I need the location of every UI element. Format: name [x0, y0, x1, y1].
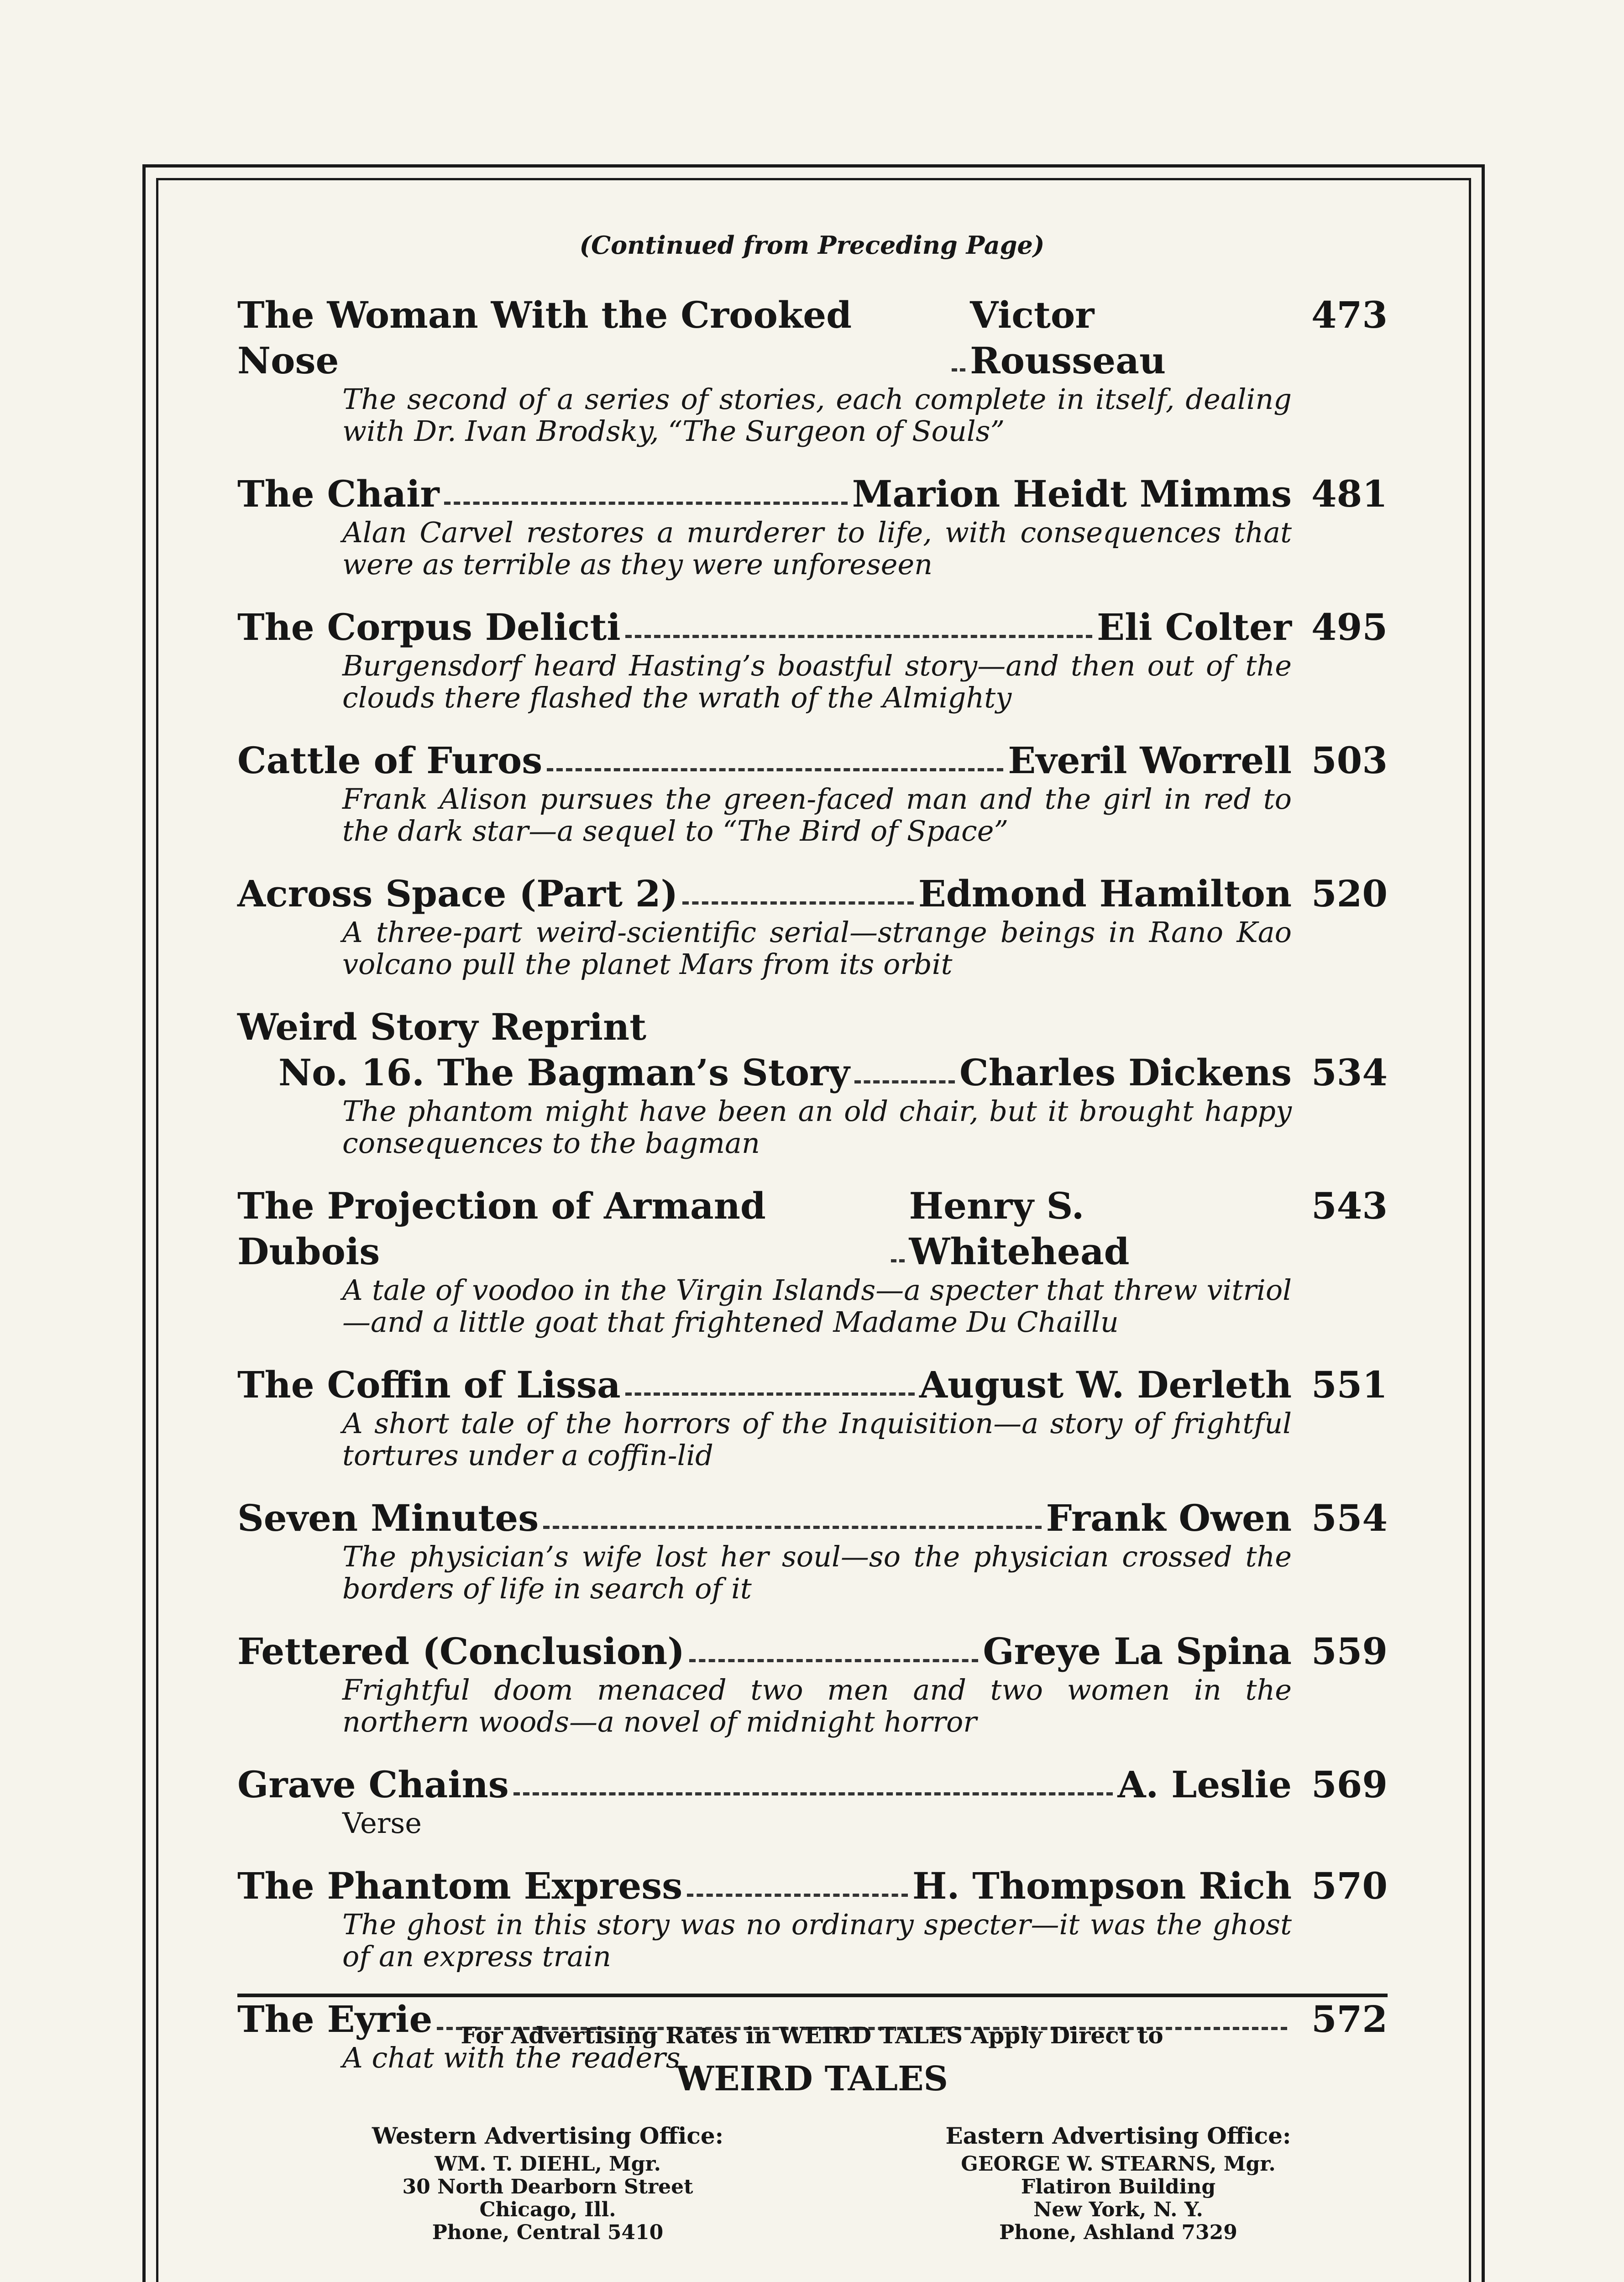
- toc-entry: [237, 1004, 1388, 1159]
- office-heading: Eastern Advertising Office:: [945, 2122, 1291, 2149]
- entry-title: No. 16. The Bagman’s Story: [278, 1051, 850, 1094]
- leader-dots: [682, 901, 913, 905]
- entry-page: 495: [1311, 606, 1388, 649]
- entry-page: 473: [1311, 293, 1388, 336]
- entry-title: The Coffin of Lissa: [237, 1363, 621, 1406]
- entry-author: Edmond Hamilton: [918, 872, 1292, 915]
- entry-title: Across Space (Part 2): [237, 872, 678, 915]
- eastern-office: [867, 2122, 1369, 2244]
- entry-page: 572: [1311, 1998, 1388, 2041]
- leader-dots: [854, 1080, 955, 1083]
- entry-author: Henry S. Whitehead: [909, 1184, 1130, 1273]
- western-office: [297, 2122, 799, 2244]
- entry-page: 559: [1311, 1630, 1388, 1673]
- toc-entry: [237, 471, 1388, 581]
- entry-author: Greye La Spina: [983, 1630, 1292, 1673]
- entry-author: Everil Worrell: [1008, 739, 1292, 782]
- leader-dots: [625, 1392, 915, 1396]
- table-of-contents: [237, 292, 1388, 2098]
- toc-entry: [237, 1183, 1388, 1338]
- leader-dots: [547, 768, 1003, 771]
- office-line: WM. T. DIEHL, Mgr.: [435, 2152, 661, 2176]
- entry-title: Cattle of Furos: [237, 739, 543, 782]
- leader-dots: [891, 1259, 905, 1262]
- entry-author: Frank Owen: [1046, 1497, 1292, 1539]
- advertising-note: For Advertising Rates in WEIRD TALES Apply Direct to: [461, 2022, 1163, 2049]
- divider-rule: [237, 1994, 1388, 1997]
- magazine-name: WEIRD TALES: [676, 2059, 948, 2099]
- entry-description: A short tale of the horrors of the Inquisition—a story of frightful tortures under a coffin-lid: [342, 1407, 1292, 1472]
- entry-author: A. Leslie: [1117, 1763, 1292, 1806]
- entry-title: The Projection of Armand Dubois: [237, 1184, 766, 1273]
- office-line: Chicago, Ill.: [479, 2198, 616, 2221]
- entry-description: A three-part weird-scientific serial—strange beings in Rano Kao volcano pull the planet Mars from its orbit: [342, 916, 1292, 981]
- toc-entry: [237, 1762, 1388, 1839]
- office-line: Phone, Ashland 7329: [999, 2221, 1237, 2244]
- entry-description: Frightful doom menaced two men and two women in the northern woods—a novel of midnight horror: [342, 1673, 1292, 1738]
- office-line: New York, N. Y.: [1033, 2198, 1203, 2221]
- entry-author: August W. Derleth: [919, 1363, 1292, 1406]
- toc-entry: [237, 1863, 1388, 1973]
- entry-page: 551: [1311, 1363, 1388, 1406]
- entry-description: A chat with the readers: [342, 2041, 681, 2074]
- entry-author: Charles Dickens: [959, 1051, 1292, 1094]
- office-line: 30 North Dearborn Street: [402, 2175, 693, 2198]
- entry-series-label: Weird Story Reprint: [237, 1005, 647, 1048]
- entry-title: Fettered (Conclusion): [237, 1630, 685, 1673]
- entry-page: 554: [1311, 1497, 1388, 1539]
- toc-entry: [237, 604, 1388, 714]
- leader-dots: [625, 635, 1092, 638]
- entry-author: Eli Colter: [1096, 606, 1292, 649]
- entry-description: Frank Alison pursues the green-faced man and the girl in red to the dark star—a sequel to “The Bird of Space”: [342, 782, 1292, 848]
- entry-description: The phantom might have been an old chair, but it brought happy consequences to the bagman: [342, 1094, 1292, 1160]
- entry-description: The second of a series of stories, each complete in itself, dealing with Dr. Ivan Brodsky, “The Surgeon of Souls”: [342, 382, 1292, 448]
- leader-dots: [543, 1526, 1041, 1529]
- entry-page: 570: [1311, 1864, 1388, 1907]
- entry-title: The Chair: [237, 472, 440, 515]
- leader-dots: [513, 1792, 1113, 1795]
- leader-dots: [952, 368, 965, 372]
- toc-entry: [237, 1362, 1388, 1471]
- leader-dots: [689, 1659, 978, 1662]
- entry-page: 481: [1311, 472, 1388, 515]
- entry-title: The Corpus Delicti: [237, 606, 621, 649]
- office-line: GEORGE W. STEARNS, Mgr.: [961, 2152, 1276, 2176]
- entry-title: The Eyrie: [237, 1998, 433, 2041]
- entry-page: 534: [1311, 1051, 1388, 1094]
- entry-author: Marion Heidt Mimms: [852, 472, 1292, 515]
- entry-page: 520: [1311, 872, 1388, 915]
- toc-entry: [237, 1628, 1388, 1738]
- office-line: Flatiron Building: [1021, 2175, 1216, 2198]
- entry-author: Victor Rousseau: [970, 293, 1166, 382]
- entry-title: The Phantom Express: [237, 1864, 683, 1907]
- toc-entry: [237, 1495, 1388, 1605]
- entry-page: 569: [1311, 1763, 1388, 1806]
- leader-dots: [687, 1894, 908, 1897]
- entry-description: The ghost in this story was no ordinary specter—it was the ghost of an express train: [342, 1908, 1292, 1973]
- entry-title: Grave Chains: [237, 1763, 509, 1806]
- entry-title: Seven Minutes: [237, 1497, 539, 1539]
- entry-page: 503: [1311, 739, 1388, 782]
- entry-description: Burgensdorf heard Hasting’s boastful story—and then out of the clouds there flashed the wrath of the Almighty: [342, 649, 1292, 714]
- toc-entry: [237, 292, 1388, 447]
- entry-description: Alan Carvel restores a murderer to life, with consequences that were as terrible as they were unforeseen: [342, 516, 1292, 581]
- toc-entry: [237, 738, 1388, 847]
- leader-dots: [444, 502, 848, 505]
- office-line: Phone, Central 5410: [432, 2221, 664, 2244]
- entry-title: The Woman With the Crooked Nose: [237, 293, 852, 382]
- continued-note: (Continued from Preceding Page): [579, 230, 1045, 260]
- office-heading: Western Advertising Office:: [372, 2122, 724, 2149]
- entry-description: A tale of voodoo in the Virgin Islands—a specter that threw vitriol—and a little goat that frightened Madame Du Chaillu: [342, 1273, 1292, 1339]
- toc-entry: [237, 871, 1388, 980]
- entry-author: H. Thompson Rich: [912, 1864, 1292, 1907]
- entry-description: The physician’s wife lost her soul—so the physician crossed the borders of life in search of it: [342, 1540, 1292, 1605]
- entry-description: Verse: [342, 1806, 422, 1840]
- entry-page: 543: [1311, 1184, 1388, 1227]
